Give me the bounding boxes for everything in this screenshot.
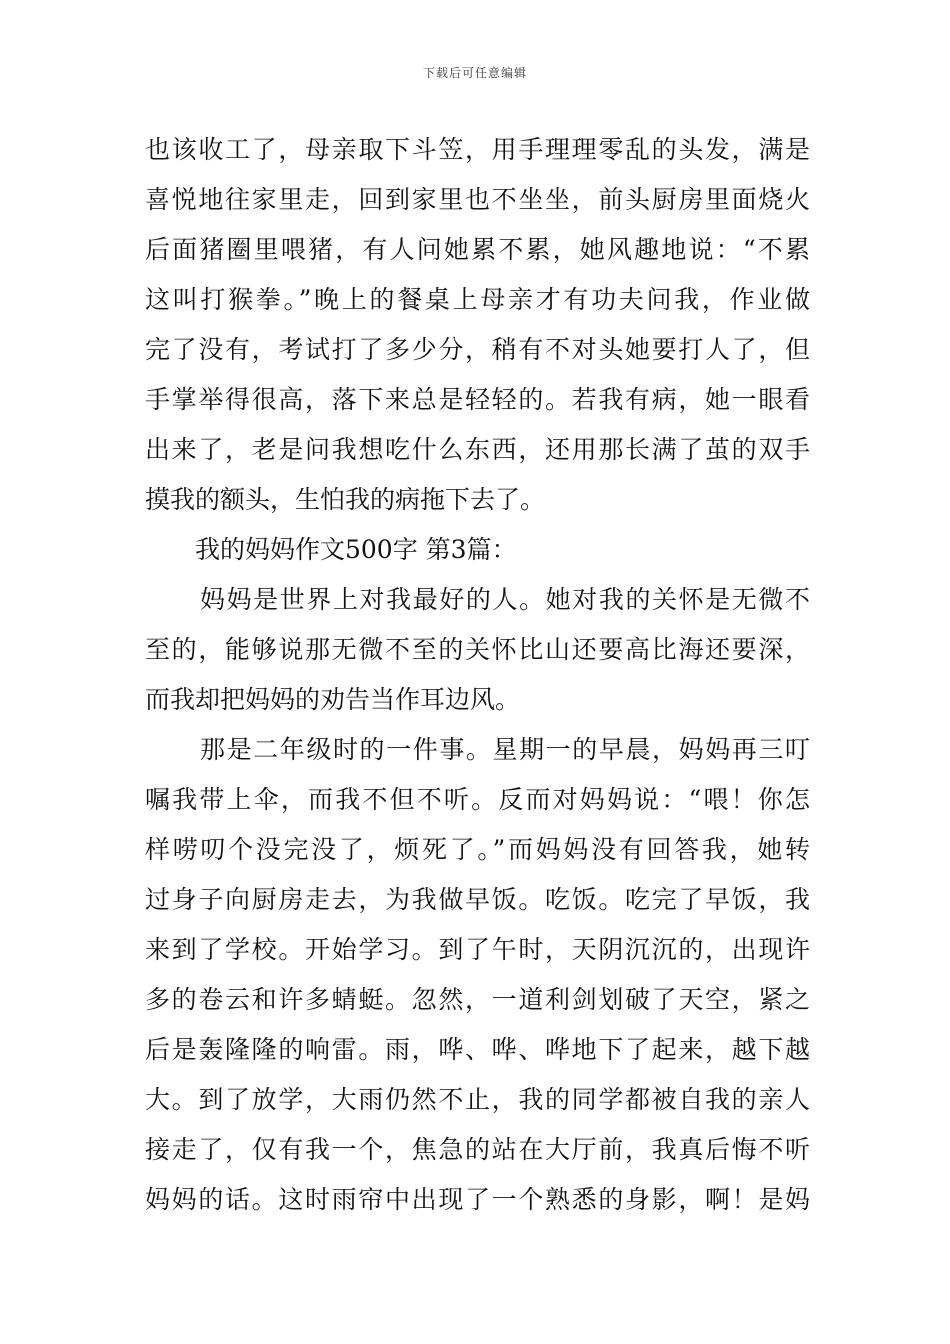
text-line: 多的卷云和许多蜻蜓。忽然，一道利剑划破了天空，紧之 — [145, 985, 810, 1014]
text-line: 嘱我带上伞，而我不但不听。反而对妈妈说：“喂！你怎 — [145, 785, 810, 814]
text-line: 妈妈的话。这时雨帘中出现了一个熟悉的身影，啊！是妈 — [145, 1185, 810, 1214]
text-line: 后面猪圈里喂猪，有人问她累不累，她风趣地说：“不累 — [145, 235, 810, 264]
text-line: 至的，能够说那无微不至的关怀比山还要高比海还要深， — [145, 635, 810, 664]
text-line: 大。到了放学，大雨仍然不止，我的同学都被自我的亲人 — [145, 1085, 810, 1114]
page-header: 下载后可任意编辑 — [422, 66, 527, 80]
text-line: 摸我的额头，生怕我的病拖下去了。 — [145, 485, 546, 514]
text-line: 完了没有，考试打了多少分，稍有不对头她要打人了，但 — [145, 335, 810, 364]
text-line: 妈妈是世界上对我最好的人。她对我的关怀是无微不 — [200, 585, 810, 614]
text-line: 样唠叨个没完没了，烦死了。”而妈妈没有回答我，她转 — [145, 835, 810, 864]
text-line: 那是二年级时的一件事。星期一的早晨，妈妈再三叮 — [200, 735, 810, 764]
text-line: 这叫打猴拳。”晚上的餐桌上母亲才有功夫问我，作业做 — [145, 285, 810, 314]
text-line: 也该收工了，母亲取下斗笠，用手理理零乱的头发，满是 — [145, 135, 810, 164]
text-line: 接走了，仅有我一个，焦急的站在大厅前，我真后悔不听 — [145, 1135, 810, 1164]
text-line: 喜悦地往家里走，回到家里也不坐坐，前头厨房里面烧火 — [145, 185, 810, 214]
text-line: 而我却把妈妈的劝告当作耳边风。 — [145, 685, 521, 714]
section-heading: 我的妈妈作文500字 第3篇： — [195, 535, 517, 564]
text-line: 来到了学校。开始学习。到了午时，天阴沉沉的，出现许 — [145, 935, 810, 964]
text-line: 手掌举得很高，落下来总是轻轻的。若我有病，她一眼看 — [145, 385, 810, 414]
text-line: 过身子向厨房走去，为我做早饭。吃饭。吃完了早饭，我 — [145, 885, 810, 914]
text-line: 后是轰隆隆的响雷。雨，哗、哗、哗地下了起来，越下越 — [145, 1035, 810, 1064]
text-line: 出来了，老是问我想吃什么东西，还用那长满了茧的双手 — [145, 435, 810, 464]
